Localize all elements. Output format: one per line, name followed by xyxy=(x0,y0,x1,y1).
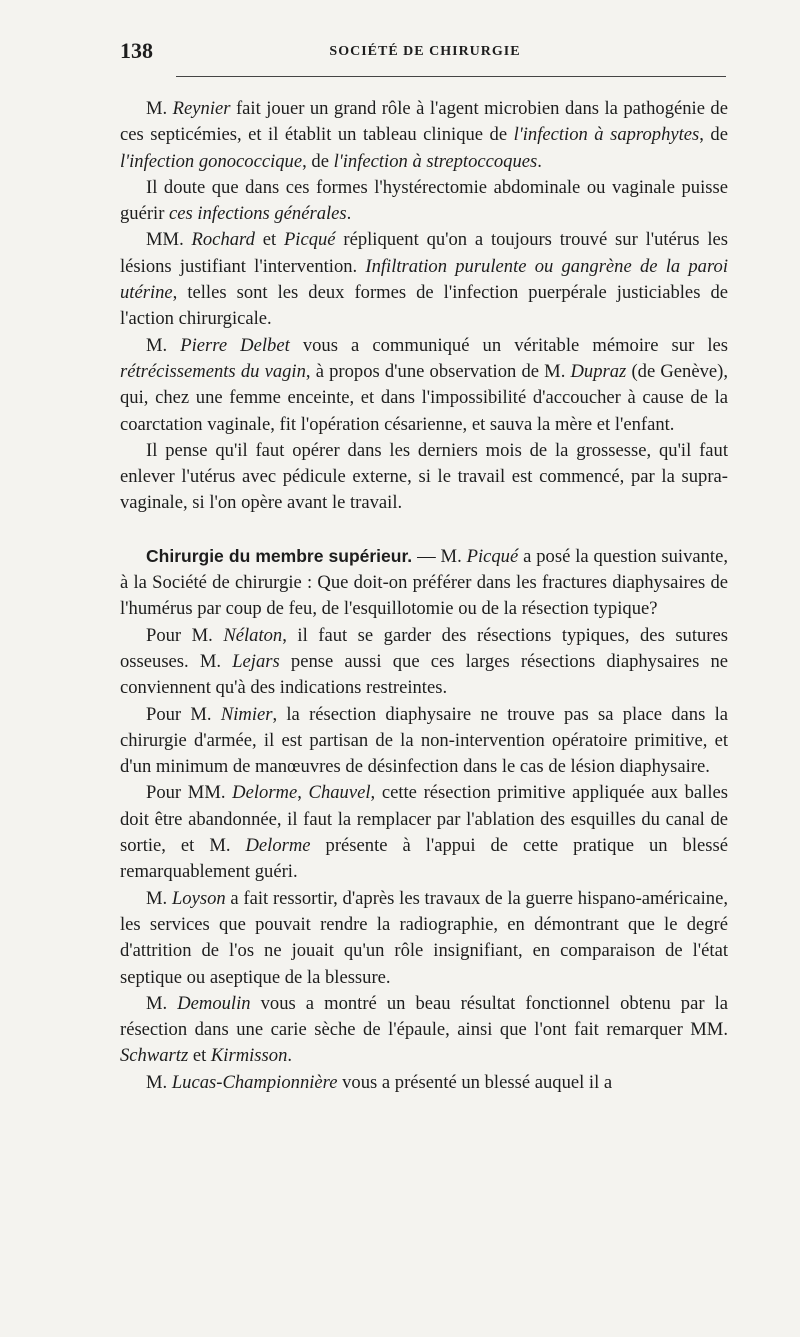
text-run: pense aussi que ces larges résections diaphysaires ne conviennent qu'à des indications restreintes. xyxy=(120,650,729,699)
text-run: MM. xyxy=(146,229,192,251)
paragraph xyxy=(120,543,728,623)
italic-name: Delorme xyxy=(245,835,311,857)
text-run: vous a montré un beau résultat fonctionnel obtenu par la résection dans une carie sèche de l'épaule, ainsi que l'ont fait remarquer MM. xyxy=(120,992,728,1041)
text-run: a posé la question suivante, à la Société de chirurgie : Que doit-on préférer dans les fractures diaphysaires de l'humérus par coup de feu, de l'esquillotomie ou de la résection typique? xyxy=(120,545,729,620)
italic-name: Reynier xyxy=(172,98,231,119)
text-run: . xyxy=(537,150,542,172)
italic-name: Kirmisson xyxy=(210,1045,288,1067)
text-run: M. xyxy=(146,98,173,119)
page-header xyxy=(120,38,730,68)
italic-name: Picqué xyxy=(283,229,336,251)
italic-name: Delorme xyxy=(232,782,298,804)
italic-name: Rochard xyxy=(191,229,255,251)
italic-name: Pierre Delbet xyxy=(180,334,290,356)
text-run: Pour M. xyxy=(146,703,221,725)
italic-name: Nimier xyxy=(220,703,273,725)
italic-name: l'infection à streptoccoques xyxy=(333,150,538,172)
text-run: Il pense qu'il faut opérer dans les derniers mois de la grossesse, qu'il faut enlever l'utérus avec pédicule externe, si le travail est commencé, par la supra-vaginale, si l'on opère avant le travail. xyxy=(120,439,728,514)
italic-name: Nélaton xyxy=(223,624,283,646)
paragraph xyxy=(120,175,728,228)
text-run: M. xyxy=(146,1071,172,1093)
text-run: répliquent qu'on a toujours trouvé sur l'utérus les lésions justifiant l'intervention. xyxy=(120,229,728,277)
text-run: , telles sont les deux formes de l'infection puerpérale justiciables de l'action chirurgicale. xyxy=(120,282,728,330)
text-run: . xyxy=(287,1045,293,1067)
italic-name: Dupraz xyxy=(570,360,627,382)
paragraph xyxy=(120,886,728,991)
running-title: SOCIÉTÉ DE CHIRURGIE xyxy=(329,44,521,59)
body-text xyxy=(120,96,728,1096)
text-run: , de xyxy=(302,150,334,172)
text-run: Il doute que dans ces formes l'hystérectomie abdominale ou vaginale puisse guérir xyxy=(120,176,728,225)
italic-name: Loyson xyxy=(171,887,226,909)
paragraph xyxy=(120,623,728,702)
italic-name: l'infection gonococcique xyxy=(120,150,303,172)
italic-name: Lejars xyxy=(232,650,280,672)
text-run: Pour MM. xyxy=(146,782,233,804)
text-run: et xyxy=(254,229,284,251)
text-run: vous a communiqué un véritable mémoire sur les xyxy=(289,334,728,356)
text-run: , cette résection primitive appliquée aux balles doit être abandonnée, il faut la remplacer par l'ablation des esquilles du canal de sortie, et M. xyxy=(120,782,728,857)
paragraph xyxy=(120,991,728,1070)
text-run: a fait ressortir, d'après les travaux de la guerre hispano-américaine, les services que pouvait rendre la radiographie, en démontrant que le degré d'attrition de l'os ne jouait qu'un rôle insignifiant, en comparaison de l'état septique ou aseptique de la blessure. xyxy=(120,887,728,988)
text-run: . xyxy=(346,203,352,225)
text-run: , il faut se garder des résections typiques, des sutures osseuses. M. xyxy=(120,624,728,672)
italic-name: ces infections générales xyxy=(169,203,347,225)
italic-name: Demoulin xyxy=(177,992,251,1014)
text-run: — M. xyxy=(412,545,467,567)
text-run: M. xyxy=(146,334,181,356)
italic-name: Infiltration purulente ou gangrène de la paroi utérine xyxy=(120,255,728,304)
paragraph xyxy=(120,333,728,438)
header-rule xyxy=(176,76,726,77)
text-run: M. xyxy=(146,992,178,1014)
paragraph xyxy=(120,702,728,781)
italic-name: Schwartz xyxy=(120,1045,189,1067)
text-run: , la résection diaphysaire ne trouve pas sa place dans la chirurgie d'armée, il est partisan de la non-intervention opératoire primitive, et d'un minimum de manœuvres de désinfection dans le cas de lésion diaphysaire. xyxy=(120,703,728,778)
text-run: , de xyxy=(699,124,728,146)
page-number: 138 xyxy=(120,38,153,63)
section-heading: Chirurgie du membre supérieur. xyxy=(146,545,413,566)
paragraph xyxy=(120,438,728,517)
text-run: M. xyxy=(146,887,172,909)
text-run: et xyxy=(188,1045,211,1067)
text-run: fait jouer un grand rôle à l'agent microbien dans la pathogénie de ces septicémies, et il établit un tableau clinique de xyxy=(120,98,728,146)
text-run: , à propos d'une observation de M. xyxy=(305,360,571,382)
italic-name: Lucas-Championnière xyxy=(171,1071,338,1093)
text-run: vous a présenté un blessé auquel il a xyxy=(337,1071,613,1093)
italic-name: Chauvel xyxy=(308,782,371,804)
text-run: , xyxy=(297,782,309,804)
italic-name: l'infection à saprophytes xyxy=(513,124,700,146)
text-run: (de Genève), qui, chez une femme enceinte, et dans l'impossibilité d'accoucher à cause de la coarctation vaginale, fit l'opération césarienne, et sauva la mère et l'enfant. xyxy=(120,360,728,435)
paragraph xyxy=(120,1070,728,1096)
italic-name: Picqué xyxy=(466,545,519,567)
paragraph xyxy=(120,96,728,175)
italic-name: rétrécissements du vagin xyxy=(120,360,306,382)
paragraph xyxy=(120,780,728,885)
paragraph xyxy=(120,227,728,332)
text-run: présente à l'appui de cette pratique un blessé remarquablement guéri. xyxy=(120,835,728,883)
text-run: Pour M. xyxy=(146,624,224,646)
